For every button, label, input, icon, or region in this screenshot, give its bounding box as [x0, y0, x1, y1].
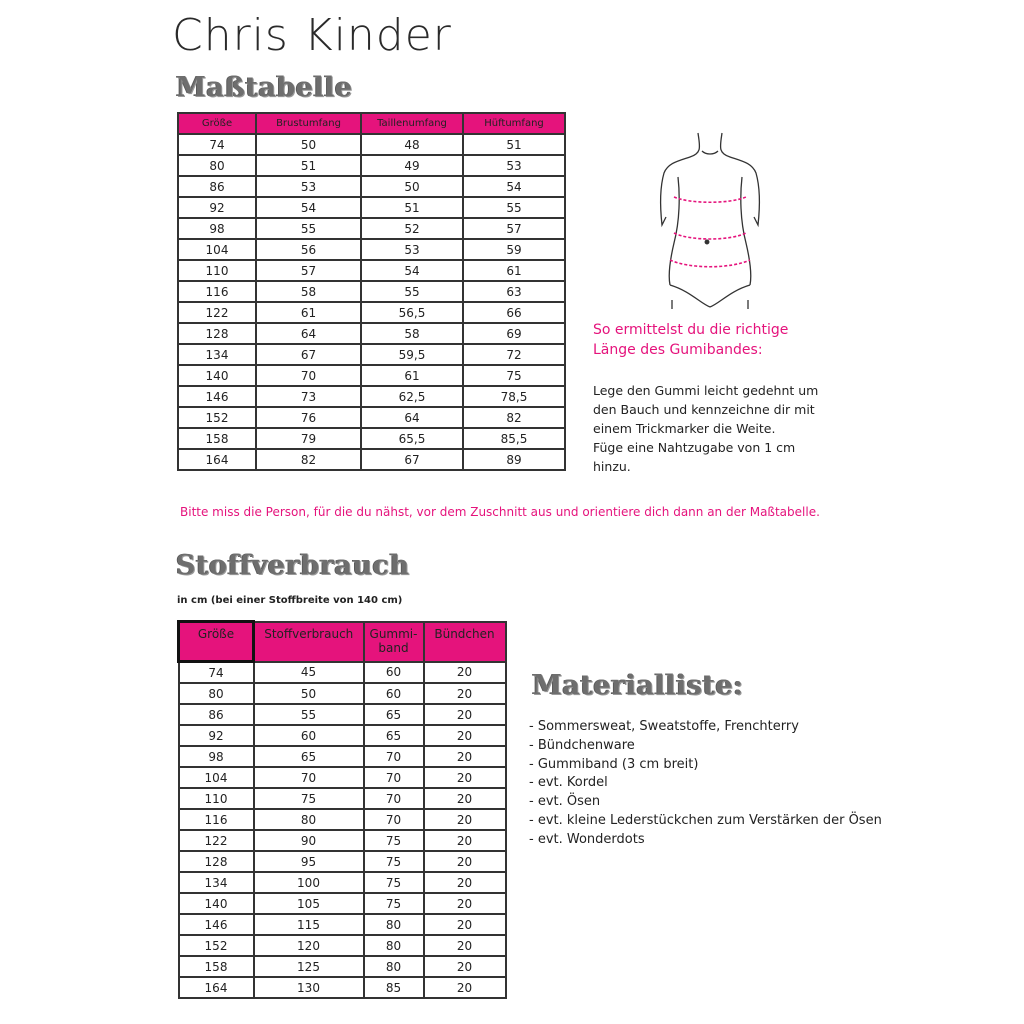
- list-item: - Bündchenware: [529, 737, 635, 753]
- table-cell: 158: [179, 956, 254, 977]
- table-row: [178, 197, 565, 218]
- table-row: [179, 956, 506, 977]
- materials-heading: Materialliste:: [532, 670, 744, 701]
- materials-list: [529, 718, 882, 850]
- table-cell: 20: [424, 767, 506, 788]
- table-cell: 53: [361, 239, 463, 260]
- table-cell: 72: [463, 344, 565, 365]
- table-cell: 63: [463, 281, 565, 302]
- table-cell: 55: [256, 218, 361, 239]
- list-item: - evt. Kordel: [529, 775, 608, 791]
- table-cell: 62,5: [361, 386, 463, 407]
- list-item: - Sommersweat, Sweatstoffe, Frenchterry: [529, 719, 799, 734]
- table-cell: 70: [364, 746, 424, 767]
- table-row: [179, 662, 506, 684]
- table-row: [178, 365, 565, 386]
- table-cell: 152: [178, 407, 256, 428]
- table-header-row: [178, 113, 565, 134]
- table-cell: 65: [364, 725, 424, 746]
- table-cell: 164: [178, 449, 256, 470]
- table-cell: 146: [178, 386, 256, 407]
- list-item: - evt. Wonderdots: [529, 831, 645, 847]
- table-cell: 86: [178, 176, 256, 197]
- table-row: [179, 767, 506, 788]
- table-cell: 104: [178, 239, 256, 260]
- table-cell: 80: [364, 914, 424, 935]
- elastic-title-line: Länge des Gumibandes:: [593, 342, 763, 358]
- table-cell: 20: [424, 704, 506, 725]
- table-cell: 60: [254, 725, 364, 746]
- table-cell: 100: [254, 872, 364, 893]
- table-cell: 50: [361, 176, 463, 197]
- table-cell: 51: [256, 155, 361, 176]
- table-cell: 158: [178, 428, 256, 449]
- table-cell: 70: [254, 767, 364, 788]
- table-cell: 58: [361, 323, 463, 344]
- table-cell: 20: [424, 725, 506, 746]
- elastic-title-line: So ermittelst du die richtige: [593, 322, 789, 338]
- table-cell: 122: [178, 302, 256, 323]
- table-cell: 152: [179, 935, 254, 956]
- size-chart-table: [177, 112, 566, 471]
- table-cell: 82: [256, 449, 361, 470]
- header-cell: Größe: [179, 622, 254, 662]
- table-row: [178, 302, 565, 323]
- header-cell: Größe: [178, 113, 256, 134]
- table-cell: 49: [361, 155, 463, 176]
- table-cell: 98: [179, 746, 254, 767]
- table-cell: 67: [256, 344, 361, 365]
- table-row: [178, 344, 565, 365]
- header-line: band: [378, 640, 409, 655]
- table-cell: 50: [256, 134, 361, 155]
- table-cell: 80: [364, 956, 424, 977]
- instruction-line: einem Trickmarker die Weite.: [593, 421, 776, 436]
- body-measurement-figure-icon: [650, 125, 770, 310]
- list-item: - Gummiband (3 cm breit): [529, 756, 699, 772]
- table-cell: 134: [178, 344, 256, 365]
- table-cell: 61: [463, 260, 565, 281]
- table-cell: 75: [463, 365, 565, 386]
- list-item: - evt. kleine Lederstückchen zum Verstärken der Ösen: [529, 812, 882, 828]
- table-cell: 110: [179, 788, 254, 809]
- table-cell: 20: [424, 935, 506, 956]
- table-cell: 59,5: [361, 344, 463, 365]
- table-cell: 73: [256, 386, 361, 407]
- table-row: [179, 746, 506, 767]
- table-cell: 20: [424, 851, 506, 872]
- table-cell: 20: [424, 830, 506, 851]
- table-cell: 86: [179, 704, 254, 725]
- table-cell: 57: [256, 260, 361, 281]
- table-cell: 20: [424, 662, 506, 684]
- table-cell: 60: [364, 683, 424, 704]
- table-cell: 122: [179, 830, 254, 851]
- table-cell: 79: [256, 428, 361, 449]
- table-row: [179, 935, 506, 956]
- table-row: [179, 830, 506, 851]
- table-cell: 20: [424, 872, 506, 893]
- table-cell: 75: [364, 851, 424, 872]
- table-cell: 64: [361, 407, 463, 428]
- table-cell: 70: [364, 809, 424, 830]
- table-cell: 55: [463, 197, 565, 218]
- instruction-line: Lege den Gummi leicht gedehnt um: [593, 383, 819, 398]
- table-cell: 67: [361, 449, 463, 470]
- table-row: [178, 428, 565, 449]
- elastic-length-title: [593, 320, 853, 360]
- table-cell: 74: [178, 134, 256, 155]
- table-cell: 70: [364, 788, 424, 809]
- table-cell: 78,5: [463, 386, 565, 407]
- table-cell: 55: [254, 704, 364, 725]
- table-cell: 74: [179, 662, 254, 684]
- table-row: [178, 260, 565, 281]
- size-chart-heading: Maßtabelle: [176, 72, 353, 103]
- table-cell: 55: [361, 281, 463, 302]
- table-row: [178, 239, 565, 260]
- table-cell: 65: [364, 704, 424, 725]
- table-cell: 61: [361, 365, 463, 386]
- table-cell: 116: [178, 281, 256, 302]
- table-cell: 146: [179, 914, 254, 935]
- table-row: [179, 725, 506, 746]
- table-cell: 80: [178, 155, 256, 176]
- fabric-consumption-heading: Stoffverbrauch: [176, 550, 410, 581]
- table-row: [178, 449, 565, 470]
- table-cell: 75: [254, 788, 364, 809]
- table-cell: 57: [463, 218, 565, 239]
- table-row: [178, 386, 565, 407]
- table-row: [179, 914, 506, 935]
- table-row: [178, 407, 565, 428]
- fabric-width-note: in cm (bei einer Stoffbreite von 140 cm): [177, 595, 403, 606]
- table-row: [178, 323, 565, 344]
- table-cell: 20: [424, 893, 506, 914]
- table-cell: 53: [463, 155, 565, 176]
- table-cell: 50: [254, 683, 364, 704]
- table-cell: 20: [424, 956, 506, 977]
- table-cell: 80: [254, 809, 364, 830]
- table-row: [178, 281, 565, 302]
- table-cell: 64: [256, 323, 361, 344]
- table-row: [179, 809, 506, 830]
- table-header-row: [179, 622, 506, 662]
- table-cell: 53: [256, 176, 361, 197]
- table-cell: 45: [254, 662, 364, 684]
- table-cell: 52: [361, 218, 463, 239]
- table-cell: 140: [178, 365, 256, 386]
- table-cell: 128: [178, 323, 256, 344]
- header-cell: [364, 622, 424, 662]
- table-cell: 75: [364, 872, 424, 893]
- instruction-line: Füge eine Nahtzugabe von 1 cm: [593, 440, 796, 455]
- table-row: [179, 704, 506, 725]
- table-cell: 20: [424, 977, 506, 998]
- table-cell: 128: [179, 851, 254, 872]
- table-cell: 65: [254, 746, 364, 767]
- list-item: - evt. Ösen: [529, 794, 601, 810]
- table-row: [179, 977, 506, 998]
- table-cell: 120: [254, 935, 364, 956]
- table-cell: 80: [364, 935, 424, 956]
- table-cell: 164: [179, 977, 254, 998]
- table-cell: 82: [463, 407, 565, 428]
- table-cell: 48: [361, 134, 463, 155]
- table-row: [178, 134, 565, 155]
- header-cell: Stoffverbrauch: [254, 622, 364, 662]
- table-cell: 140: [179, 893, 254, 914]
- instruction-line: hinzu.: [593, 459, 631, 474]
- table-cell: 92: [178, 197, 256, 218]
- table-cell: 69: [463, 323, 565, 344]
- table-cell: 60: [364, 662, 424, 684]
- table-cell: 20: [424, 788, 506, 809]
- table-cell: 51: [463, 134, 565, 155]
- table-cell: 90: [254, 830, 364, 851]
- table-cell: 70: [364, 767, 424, 788]
- table-cell: 80: [179, 683, 254, 704]
- table-cell: 89: [463, 449, 565, 470]
- table-cell: 104: [179, 767, 254, 788]
- table-row: [179, 893, 506, 914]
- table-cell: 20: [424, 809, 506, 830]
- table-cell: 75: [364, 893, 424, 914]
- table-cell: 56: [256, 239, 361, 260]
- table-cell: 59: [463, 239, 565, 260]
- table-cell: 20: [424, 746, 506, 767]
- table-cell: 125: [254, 956, 364, 977]
- table-row: [179, 788, 506, 809]
- table-row: [178, 155, 565, 176]
- table-cell: 116: [179, 809, 254, 830]
- table-cell: 20: [424, 683, 506, 704]
- table-cell: 54: [463, 176, 565, 197]
- table-cell: 66: [463, 302, 565, 323]
- table-cell: 54: [361, 260, 463, 281]
- instruction-line: den Bauch und kennzeichne dir mit: [593, 402, 815, 417]
- table-cell: 65,5: [361, 428, 463, 449]
- table-cell: 76: [256, 407, 361, 428]
- table-row: [179, 851, 506, 872]
- brand-title: Chris Kinder: [172, 10, 452, 61]
- table-row: [179, 683, 506, 704]
- table-cell: 85: [364, 977, 424, 998]
- table-cell: 95: [254, 851, 364, 872]
- header-cell: Hüftumfang: [463, 113, 565, 134]
- fabric-consumption-table: [177, 620, 507, 999]
- table-cell: 58: [256, 281, 361, 302]
- table-cell: 61: [256, 302, 361, 323]
- table-cell: 130: [254, 977, 364, 998]
- table-cell: 70: [256, 365, 361, 386]
- header-cell: Brustumfang: [256, 113, 361, 134]
- measure-note: Bitte miss die Person, für die du nähst, vor dem Zuschnitt aus und orientiere dich dann an der Maßtabelle.: [180, 505, 820, 519]
- header-cell: Bündchen: [424, 622, 506, 662]
- table-row: [178, 176, 565, 197]
- table-cell: 110: [178, 260, 256, 281]
- table-cell: 115: [254, 914, 364, 935]
- table-cell: 56,5: [361, 302, 463, 323]
- table-cell: 105: [254, 893, 364, 914]
- table-row: [178, 218, 565, 239]
- table-row: [179, 872, 506, 893]
- table-cell: 20: [424, 914, 506, 935]
- table-cell: 75: [364, 830, 424, 851]
- header-line: Gummi-: [369, 626, 418, 641]
- table-cell: 98: [178, 218, 256, 239]
- table-cell: 92: [179, 725, 254, 746]
- table-cell: 51: [361, 197, 463, 218]
- elastic-instructions: [593, 381, 853, 476]
- table-cell: 85,5: [463, 428, 565, 449]
- table-cell: 134: [179, 872, 254, 893]
- table-cell: 54: [256, 197, 361, 218]
- header-cell: Taillenumfang: [361, 113, 463, 134]
